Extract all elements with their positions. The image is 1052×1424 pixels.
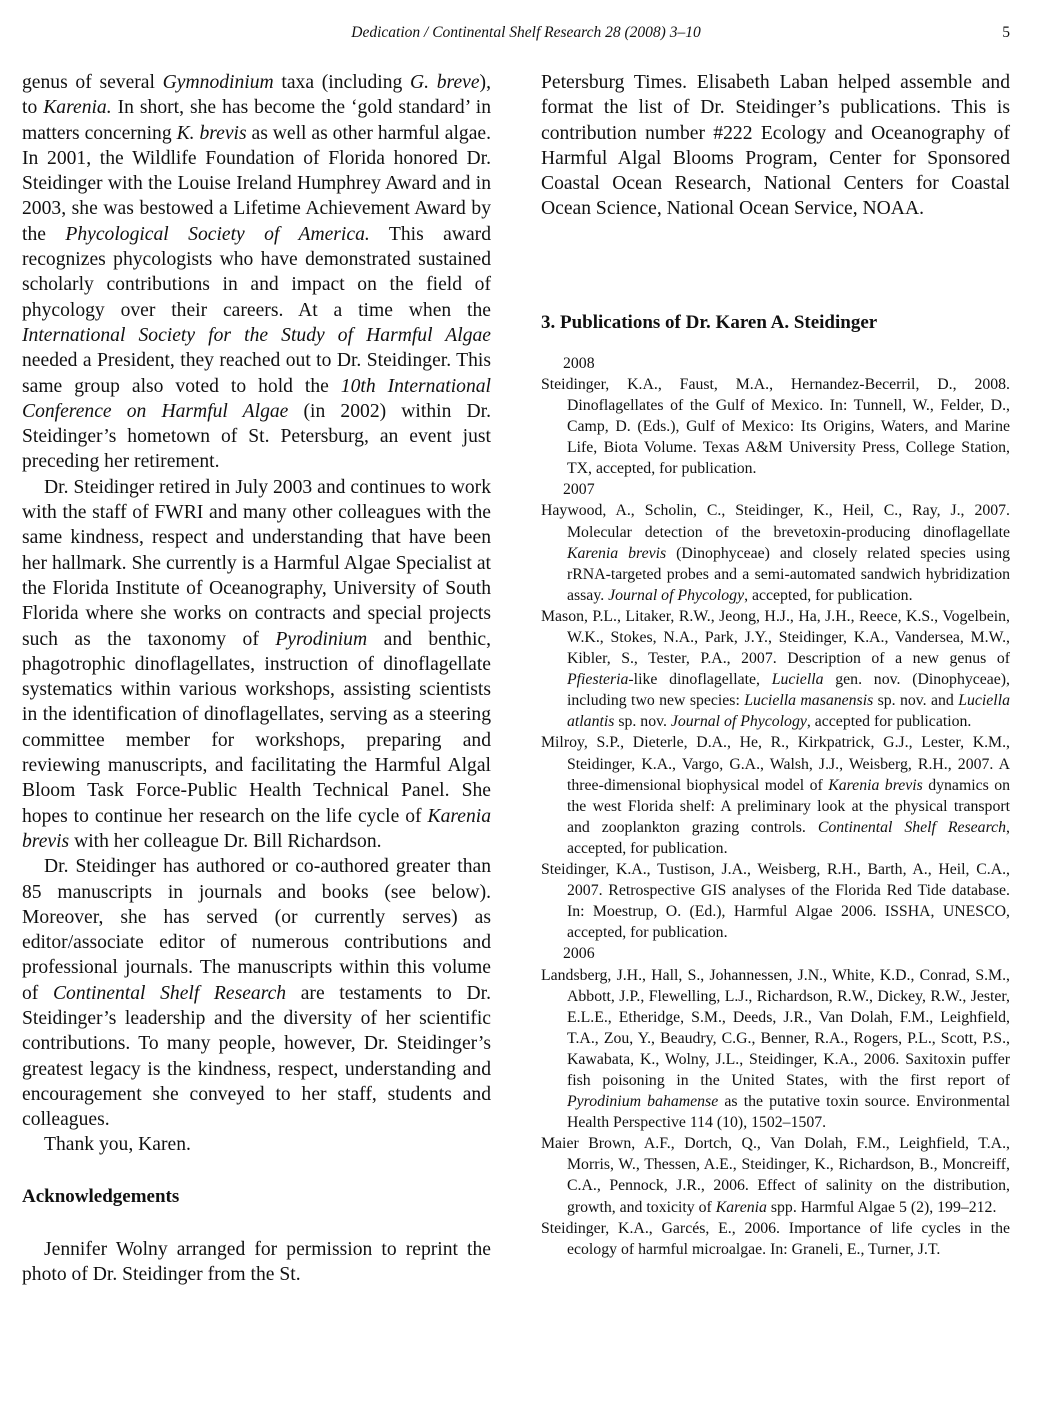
running-head: Dedication / Continental Shelf Research 28 (2008) 3–10	[351, 24, 701, 41]
paragraph-retirement: Dr. Steidinger retired in July 2003 and continues to work with the staff of FWRI and many other colleagues with the same kindness, respect and understanding that have been her hallmark. She currently is a Harmful Algae Specialist at the Florida Institute of Oceanography, University of South Florida where she works on contracts and special projects such as the taxonomy of Pyrodinium and benthic, phagotrophic dinoflagellates, instruction of dinoflagellate systematics within various workshops, assisting scientists in the identification of dinoflagellates, serving as a steering committee member for workshops, preparing and reviewing manuscripts, and facilitating the Harmful Algal Bloom Task Force-Public Health Technical Panel. She hopes to continue her research on the life cycle of Karenia brevis with her colleague Dr. Bill Richardson.	[22, 476, 491, 852]
year-label: 2008	[563, 354, 595, 372]
reference-item: Landsberg, J.H., Hall, S., Johannessen, J.N., White, K.D., Conrad, S.M., Abbott, J.P., Flewelling, L.J., Richardson, R.W., Dickey, R.W., Jester, E.L.E., Etheridge, S.M., Deeds, J.R., Van Dolah, F.M., Leighfield, T.A., Zou, Y., Beaudry, C.G., Benner, R.A., Rogers, P.L., Scott, P.S., Kawabata, K., Wolny, J.L., Steidinger, K.A., 2006. Saxitoxin puffer fish poisoning in the United States, with the first report of Pyrodinium bahamense as the putative toxin source. Environmental Health Perspective 114 (10), 1502–1507.	[541, 966, 1010, 1132]
reference-item: Steidinger, K.A., Faust, M.A., Hernandez-Becerril, D., 2008. Dinoflagellates of the Gulf of Mexico. In: Tunnell, W., Felder, D., Camp, D. (Eds.), Gulf of Mexico: Its Origins, Waters, and Marine Life, Biota Volume. Texas A&M University Press, College Station, TX, accepted, for publication.	[541, 375, 1010, 478]
paragraph-gold-standard: genus of several Gymnodinium taxa (including G. breve), to Karenia. In short, she has become the ‘gold standard’ in matters concerning K. brevis as well as other harmful algae. In 2001, the Wildlife Foundation of Florida honored Dr. Steidinger with the Louise Ireland Humphrey Award and in 2003, she was bestowed a Lifetime Achievement Award by the Phycological Society of America. This award recognizes phycologists who have demonstrated sustained scholarly contributions in and impact on the field of phycology over their careers. At a time when the International Society for the Study of Harmful Algae needed a President, they reached out to Dr. Steidinger. This same group also voted to hold the 10th International Conference on Harmful Algae (in 2002) within Dr. Steidinger’s hometown of St. Petersburg, an event just preceding her retirement.	[22, 72, 492, 473]
page-number: 5	[1002, 24, 1010, 41]
paragraph-thank-you: Thank you, Karen.	[44, 1134, 191, 1156]
year-label: 2006	[563, 945, 595, 963]
publication-list	[541, 353, 1010, 1260]
left-column	[22, 70, 491, 1287]
acknowledgements-heading: Acknowledgements	[22, 1185, 180, 1207]
reference-item: Mason, P.L., Litaker, R.W., Jeong, H.J., Ha, J.H., Reece, K.S., Vogelbein, W.K., Stokes, N.A., Park, J.Y., Steidinger, K.A., Vandersea, M.W., Kibler, S., Tester, P.A., 2007. Description of a new genus of Pfiesteria-like dinoflagellate, Luciella gen. nov. (Dinophyceae), including two new species: Luciella masanensis sp. nov. and Luciella atlantis sp. nov. Journal of Phycology, accepted for publication.	[541, 607, 1011, 731]
acknowledgements-text: Jennifer Wolny arranged for permission to reprint the photo of Dr. Steidinger from the St.	[22, 1238, 491, 1286]
reference-item: Steidinger, K.A., Garcés, E., 2006. Importance of life cycles in the ecology of harmful microalgae. In: Graneli, E., Turner, J.T.	[541, 1219, 1010, 1258]
acknowledgements-continued: Petersburg Times. Elisabeth Laban helped assemble and format the list of Dr. Steidinger’s publications. This is contribution number #222 Ecology and Oceanography of Harmful Algal Blooms Program, Center for Sponsored Coastal Ocean Research, National Centers for Coastal Ocean Science, National Ocean Service, NOAA.	[541, 72, 1010, 220]
reference-item: Milroy, S.P., Dieterle, D.A., He, R., Kirkpatrick, G.J., Lester, K.M., Steidinger, K.A., Vargo, G.A., Walsh, J.J., Weisberg, R.H., 2007. A three-dimensional biophysical model of Karenia brevis dynamics on the west Florida shelf: A preliminary look at the physical transport and zooplankton grazing controls. Continental Shelf Research, accepted, for publication.	[541, 734, 1010, 857]
page-header	[0, 22, 1052, 46]
paragraph-publications-legacy: Dr. Steidinger has authored or co-authored greater than 85 manuscripts in journals and books (see below). Moreover, she has served (or currently serves) as editor/associate editor of numerous contributions and professional journals. The manuscripts within this volume of Continental Shelf Research are testaments to Dr. Steidinger’s leadership and the diversity of her scientific contributions. To many people, however, Dr. Steidinger’s greatest legacy is the kindness, respect, understanding and encouragement she conveyed to her staff, students and colleagues.	[22, 856, 491, 1131]
right-column	[541, 70, 1010, 1260]
reference-item: Maier Brown, A.F., Dortch, Q., Van Dolah, F.M., Leighfield, T.A., Morris, W., Thessen, A.E., Steidinger, K., Richardson, B., Moncreiff, C.A., Pennock, J.R., 2006. Effect of salinity on the distribution, growth, and toxicity of Karenia spp. Harmful Algae 5 (2), 199–212.	[541, 1135, 1010, 1216]
reference-item: Haywood, A., Scholin, C., Steidinger, K., Heil, C., Ray, J., 2007. Molecular detection of the brevetoxin-producing dinoflagellate Karenia brevis (Dinophyceae) and closely related species using rRNA-targeted probes and a semi-automated sandwich hybridization assay. Journal of Phycology, accepted, for publication.	[541, 502, 1010, 604]
reference-item: Steidinger, K.A., Tustison, J.A., Weisberg, R.H., Barth, A., Heil, C.A., 2007. Retrospective GIS analyses of the Florida Red Tide database. In: Moestrup, O. (Ed.), Harmful Algae 2006. ISSHA, UNESCO, accepted, for publication.	[541, 861, 1010, 942]
year-label: 2007	[563, 481, 595, 499]
publications-heading: 3. Publications of Dr. Karen A. Steidinger	[541, 311, 878, 333]
